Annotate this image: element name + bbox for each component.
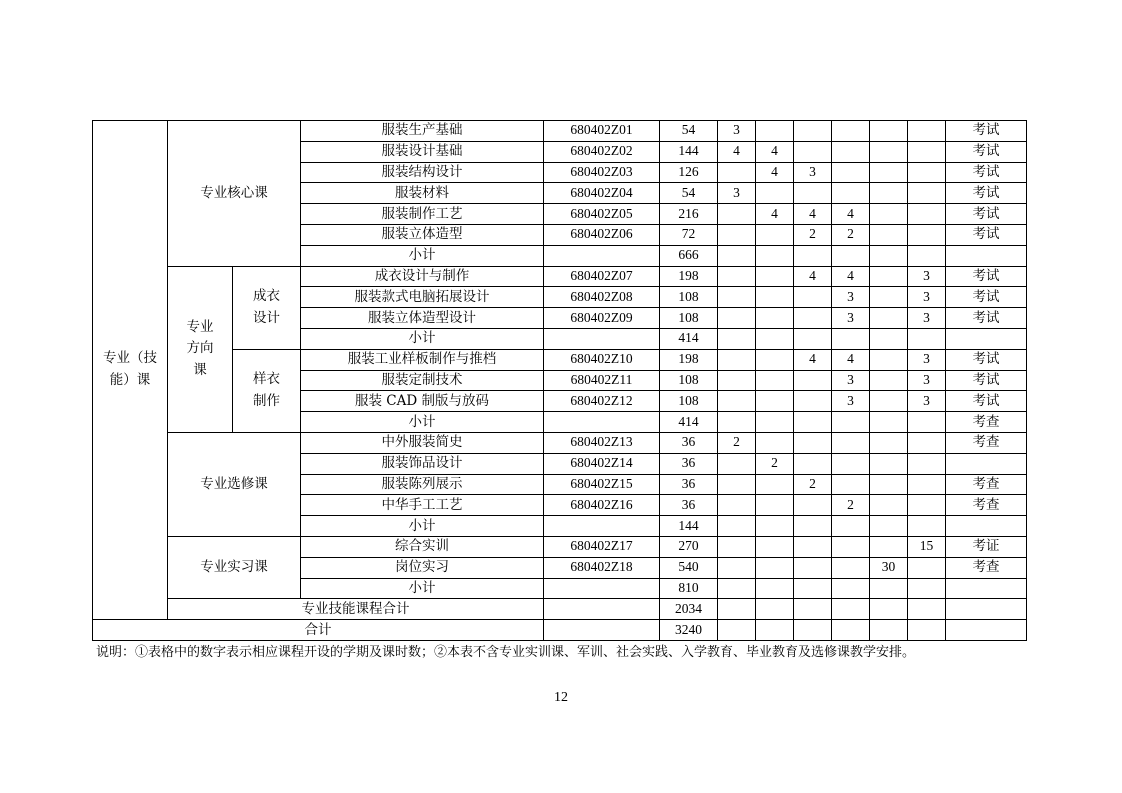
hours-cell: 36 [660, 432, 718, 453]
course-name-cell: 岗位实习 [301, 557, 544, 578]
semester-cell: 3 [718, 183, 756, 204]
course-code-cell: 680402Z11 [544, 370, 660, 391]
semester-cell: 2 [794, 224, 832, 245]
course-name-cell: 成衣设计与制作 [301, 266, 544, 287]
semester-cell [908, 141, 946, 162]
table-row [93, 620, 1027, 641]
empty-cell [946, 516, 1027, 537]
semester-cell: 2 [756, 453, 794, 474]
subtotal-hours-cell: 144 [660, 516, 718, 537]
semester-cell [908, 474, 946, 495]
course-code-cell: 680402Z13 [544, 432, 660, 453]
semester-cell [718, 370, 756, 391]
semester-cell [832, 536, 870, 557]
semester-cell [756, 391, 794, 412]
semester-cell: 4 [832, 204, 870, 225]
semester-cell [794, 121, 832, 142]
empty-cell [908, 599, 946, 620]
table-row [93, 266, 1027, 287]
semester-cell [908, 183, 946, 204]
assessment-cell: 考试 [946, 308, 1027, 329]
course-name-cell: 服装款式电脑拓展设计 [301, 287, 544, 308]
course-code-cell: 680402Z05 [544, 204, 660, 225]
empty-cell [794, 516, 832, 537]
empty-cell [946, 578, 1027, 599]
empty-cell [794, 599, 832, 620]
semester-cell: 4 [756, 162, 794, 183]
semester-cell [718, 308, 756, 329]
semester-cell [908, 224, 946, 245]
empty-cell [544, 245, 660, 266]
course-code-cell: 680402Z02 [544, 141, 660, 162]
course-name-cell: 服装生产基础 [301, 121, 544, 142]
course-code-cell: 680402Z04 [544, 183, 660, 204]
semester-cell [756, 370, 794, 391]
assessment-cell: 考试 [946, 204, 1027, 225]
group-label-cell: 专业选修课 [168, 432, 301, 536]
subgroup-label-cell: 成衣设计 [233, 266, 301, 349]
semester-cell: 4 [756, 141, 794, 162]
subtotal-hours-cell: 666 [660, 245, 718, 266]
semester-cell [794, 391, 832, 412]
semester-cell [718, 536, 756, 557]
hours-cell: 54 [660, 183, 718, 204]
semester-cell: 3 [908, 370, 946, 391]
empty-cell [756, 412, 794, 433]
group-label-cell: 专业实习课 [168, 536, 301, 598]
empty-cell [870, 245, 908, 266]
course-name-cell: 服装 CAD 制版与放码 [301, 391, 544, 412]
semester-cell [832, 183, 870, 204]
semester-cell [870, 266, 908, 287]
course-code-cell: 680402Z06 [544, 224, 660, 245]
subtotal-label-cell: 小计 [301, 328, 544, 349]
empty-cell [756, 328, 794, 349]
empty-cell [832, 245, 870, 266]
hours-cell: 126 [660, 162, 718, 183]
semester-cell: 4 [794, 204, 832, 225]
empty-cell [832, 578, 870, 599]
semester-cell [870, 432, 908, 453]
empty-cell [908, 412, 946, 433]
semester-cell [832, 121, 870, 142]
assessment-cell: 考查 [946, 432, 1027, 453]
assessment-cell: 考试 [946, 183, 1027, 204]
course-name-cell: 服装立体造型设计 [301, 308, 544, 329]
assessment-cell: 考试 [946, 287, 1027, 308]
course-name-cell: 服装材料 [301, 183, 544, 204]
course-code-cell: 680402Z14 [544, 453, 660, 474]
assessment-cell: 考证 [946, 536, 1027, 557]
subtotal-label-cell: 小计 [301, 245, 544, 266]
empty-cell [718, 599, 756, 620]
course-code-cell: 680402Z09 [544, 308, 660, 329]
semester-cell [756, 432, 794, 453]
table-note: 说明：①表格中的数字表示相应课程开设的学期及课时数；②本表不含专业实训课、军训、社会实践、入学教育、毕业教育及选修课教学安排。 [96, 645, 916, 660]
empty-cell [544, 516, 660, 537]
course-name-cell: 中外服装简史 [301, 432, 544, 453]
empty-cell [544, 620, 660, 641]
assessment-cell: 考试 [946, 162, 1027, 183]
assessment-cell: 考查 [946, 412, 1027, 433]
semester-cell: 3 [832, 370, 870, 391]
semester-cell [794, 536, 832, 557]
semester-cell [756, 474, 794, 495]
hours-cell: 108 [660, 287, 718, 308]
hours-cell: 36 [660, 453, 718, 474]
empty-cell [908, 620, 946, 641]
semester-cell [832, 453, 870, 474]
empty-cell [832, 412, 870, 433]
semester-cell [794, 287, 832, 308]
hours-cell: 36 [660, 495, 718, 516]
subtotal-label-cell: 小计 [301, 412, 544, 433]
hours-cell: 198 [660, 266, 718, 287]
empty-cell [794, 412, 832, 433]
table-row [93, 536, 1027, 557]
empty-cell [794, 328, 832, 349]
assessment-cell: 考试 [946, 266, 1027, 287]
empty-cell [718, 578, 756, 599]
course-name-cell: 服装立体造型 [301, 224, 544, 245]
hours-cell: 216 [660, 204, 718, 225]
semester-cell [794, 495, 832, 516]
course-code-cell: 680402Z07 [544, 266, 660, 287]
hours-cell: 108 [660, 308, 718, 329]
empty-cell [756, 599, 794, 620]
semester-cell [794, 370, 832, 391]
semester-cell [870, 183, 908, 204]
table-row [93, 349, 1027, 370]
subtotal-label-cell: 小计 [301, 578, 544, 599]
semester-cell [908, 121, 946, 142]
empty-cell [544, 578, 660, 599]
empty-cell [870, 620, 908, 641]
hours-cell: 540 [660, 557, 718, 578]
semester-cell [718, 287, 756, 308]
semester-cell [718, 224, 756, 245]
semester-cell [794, 432, 832, 453]
semester-cell [718, 453, 756, 474]
semester-cell [718, 204, 756, 225]
empty-cell [832, 328, 870, 349]
course-code-cell: 680402Z03 [544, 162, 660, 183]
table-row [93, 599, 1027, 620]
hours-cell: 270 [660, 536, 718, 557]
semester-cell [718, 349, 756, 370]
semester-cell: 3 [832, 287, 870, 308]
semester-cell: 2 [718, 432, 756, 453]
semester-cell [870, 308, 908, 329]
hours-cell: 198 [660, 349, 718, 370]
empty-cell [870, 328, 908, 349]
semester-cell [870, 536, 908, 557]
semester-cell: 4 [794, 349, 832, 370]
hours-cell: 36 [660, 474, 718, 495]
semester-cell [756, 495, 794, 516]
semester-cell [908, 453, 946, 474]
empty-cell [946, 599, 1027, 620]
semester-cell [870, 391, 908, 412]
semester-cell [794, 557, 832, 578]
course-name-cell: 综合实训 [301, 536, 544, 557]
course-name-cell: 服装工业样板制作与推档 [301, 349, 544, 370]
semester-cell [718, 474, 756, 495]
hours-cell: 108 [660, 370, 718, 391]
semester-cell: 4 [832, 266, 870, 287]
course-name-cell: 服装饰品设计 [301, 453, 544, 474]
assessment-cell: 考试 [946, 141, 1027, 162]
course-code-cell: 680402Z01 [544, 121, 660, 142]
semester-cell [794, 453, 832, 474]
empty-cell [718, 412, 756, 433]
table-body [93, 121, 1027, 641]
course-name-cell: 服装陈列展示 [301, 474, 544, 495]
semester-cell [756, 287, 794, 308]
assessment-cell: 考试 [946, 391, 1027, 412]
empty-cell [718, 245, 756, 266]
semester-cell [832, 474, 870, 495]
semester-cell [756, 183, 794, 204]
empty-cell [908, 578, 946, 599]
group-label-cell: 专业核心课 [168, 121, 301, 267]
semester-cell [794, 183, 832, 204]
semester-cell [794, 141, 832, 162]
semester-cell [718, 266, 756, 287]
semester-cell [908, 162, 946, 183]
semester-cell: 2 [794, 474, 832, 495]
page-number: 12 [554, 690, 568, 705]
semester-cell [832, 432, 870, 453]
empty-cell [544, 412, 660, 433]
empty-cell [794, 620, 832, 641]
semester-cell [870, 370, 908, 391]
course-code-cell: 680402Z10 [544, 349, 660, 370]
empty-cell [908, 245, 946, 266]
empty-cell [946, 620, 1027, 641]
semester-cell: 15 [908, 536, 946, 557]
semester-cell [870, 495, 908, 516]
empty-cell [718, 516, 756, 537]
top-category-cell: 专业（技能）课 [93, 121, 168, 620]
assessment-cell [946, 453, 1027, 474]
empty-cell [544, 328, 660, 349]
semester-cell [870, 141, 908, 162]
semester-cell [718, 495, 756, 516]
semester-cell: 4 [756, 204, 794, 225]
course-name-cell: 中华手工工艺 [301, 495, 544, 516]
assessment-cell: 考查 [946, 474, 1027, 495]
course-name-cell: 服装结构设计 [301, 162, 544, 183]
subtotal-hours-cell: 810 [660, 578, 718, 599]
assessment-cell: 考查 [946, 495, 1027, 516]
course-name-cell: 服装定制技术 [301, 370, 544, 391]
empty-cell [756, 516, 794, 537]
hours-cell: 54 [660, 121, 718, 142]
course-code-cell: 680402Z16 [544, 495, 660, 516]
semester-cell [756, 349, 794, 370]
semester-cell [908, 557, 946, 578]
semester-cell: 3 [908, 308, 946, 329]
course-name-cell: 服装设计基础 [301, 141, 544, 162]
assessment-cell: 考试 [946, 121, 1027, 142]
semester-cell [756, 224, 794, 245]
semester-cell: 3 [908, 391, 946, 412]
course-code-cell: 680402Z08 [544, 287, 660, 308]
empty-cell [908, 516, 946, 537]
semester-cell: 2 [832, 495, 870, 516]
empty-cell [870, 412, 908, 433]
course-name-cell: 服装制作工艺 [301, 204, 544, 225]
subgroup-label-cell: 样衣制作 [233, 349, 301, 432]
semester-cell: 3 [718, 121, 756, 142]
grand-total-label-cell: 合计 [93, 620, 544, 641]
hours-cell: 108 [660, 391, 718, 412]
empty-cell [946, 328, 1027, 349]
empty-cell [544, 599, 660, 620]
skill-total-label-cell: 专业技能课程合计 [168, 599, 544, 620]
semester-cell: 3 [832, 391, 870, 412]
semester-cell: 3 [794, 162, 832, 183]
semester-cell [870, 204, 908, 225]
empty-cell [832, 599, 870, 620]
assessment-cell: 考试 [946, 370, 1027, 391]
course-code-cell: 680402Z15 [544, 474, 660, 495]
empty-cell [794, 578, 832, 599]
semester-cell [870, 287, 908, 308]
assessment-cell: 考查 [946, 557, 1027, 578]
semester-cell [794, 308, 832, 329]
assessment-cell: 考试 [946, 224, 1027, 245]
semester-cell [718, 391, 756, 412]
empty-cell [794, 245, 832, 266]
semester-cell [870, 224, 908, 245]
semester-cell [756, 557, 794, 578]
course-code-cell: 680402Z18 [544, 557, 660, 578]
semester-cell [832, 141, 870, 162]
empty-cell [756, 245, 794, 266]
empty-cell [870, 516, 908, 537]
semester-cell [718, 162, 756, 183]
semester-cell [870, 453, 908, 474]
semester-cell: 3 [908, 287, 946, 308]
empty-cell [718, 620, 756, 641]
course-code-cell: 680402Z17 [544, 536, 660, 557]
empty-cell [832, 516, 870, 537]
semester-cell [756, 536, 794, 557]
semester-cell [832, 162, 870, 183]
empty-cell [946, 245, 1027, 266]
semester-cell [832, 557, 870, 578]
semester-cell [756, 121, 794, 142]
semester-cell [870, 121, 908, 142]
semester-cell [870, 162, 908, 183]
assessment-cell: 考试 [946, 349, 1027, 370]
semester-cell [870, 349, 908, 370]
empty-cell [832, 620, 870, 641]
course-code-cell: 680402Z12 [544, 391, 660, 412]
semester-cell [908, 495, 946, 516]
subtotal-hours-cell: 414 [660, 412, 718, 433]
subtotal-hours-cell: 414 [660, 328, 718, 349]
semester-cell [870, 474, 908, 495]
semester-cell [908, 432, 946, 453]
semester-cell [718, 557, 756, 578]
semester-cell: 4 [794, 266, 832, 287]
subtotal-label-cell: 小计 [301, 516, 544, 537]
semester-cell [756, 308, 794, 329]
skill-total-hours-cell: 2034 [660, 599, 718, 620]
semester-cell: 3 [908, 349, 946, 370]
empty-cell [756, 578, 794, 599]
empty-cell [870, 578, 908, 599]
empty-cell [908, 328, 946, 349]
semester-cell [756, 266, 794, 287]
semester-cell: 2 [832, 224, 870, 245]
table-row [93, 121, 1027, 142]
empty-cell [718, 328, 756, 349]
hours-cell: 144 [660, 141, 718, 162]
semester-cell: 4 [718, 141, 756, 162]
semester-cell: 3 [832, 308, 870, 329]
table-row [93, 432, 1027, 453]
semester-cell [908, 204, 946, 225]
semester-cell: 30 [870, 557, 908, 578]
hours-cell: 72 [660, 224, 718, 245]
empty-cell [870, 599, 908, 620]
grand-total-hours-cell: 3240 [660, 620, 718, 641]
semester-cell: 4 [832, 349, 870, 370]
group-label-cell: 专业方向课 [168, 266, 233, 432]
empty-cell [756, 620, 794, 641]
semester-cell: 3 [908, 266, 946, 287]
course-schedule-table [92, 120, 1027, 641]
